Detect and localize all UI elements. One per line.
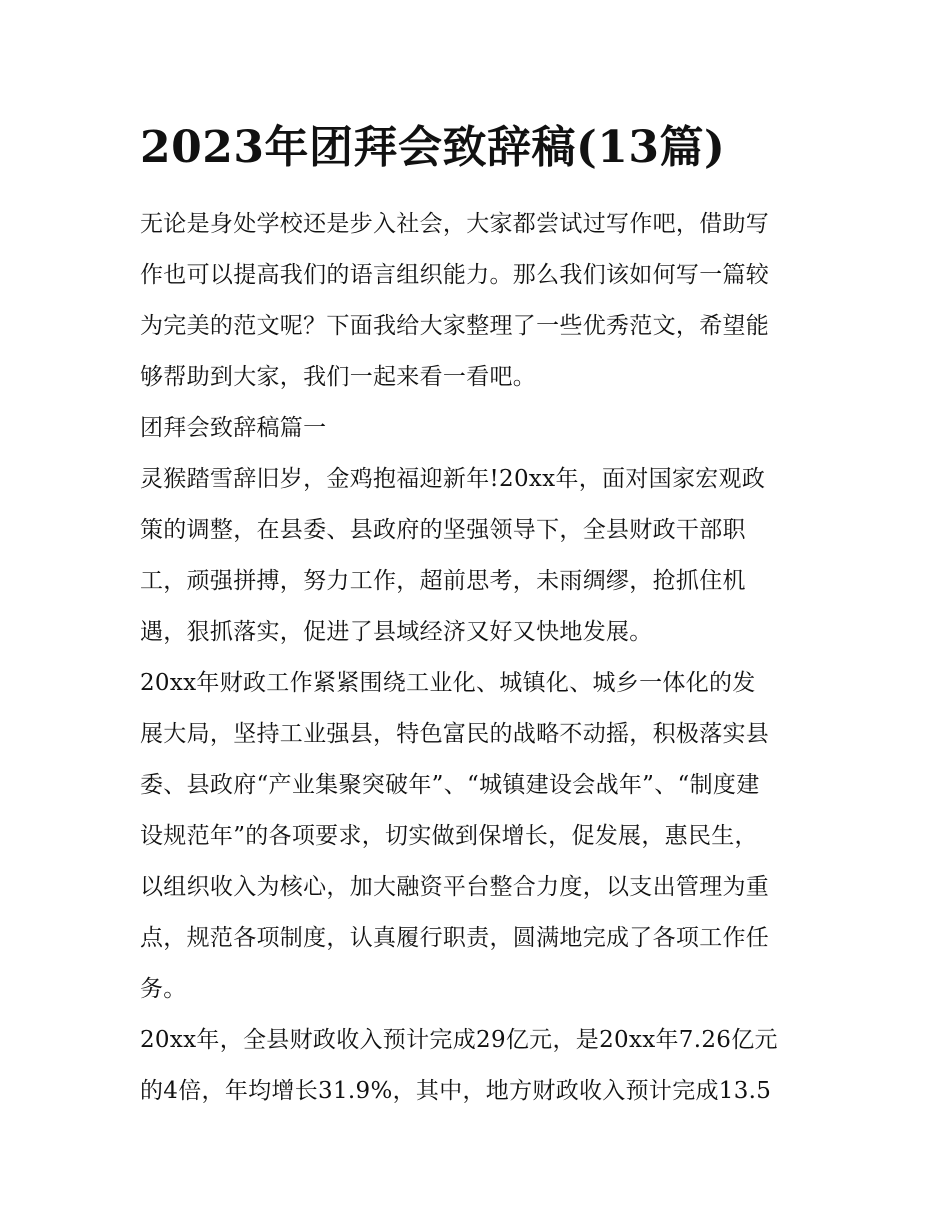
body-line: 20xx年，全县财政收入预计完成29亿元，是20xx年7.26亿元 [140, 1027, 778, 1053]
body-line: 遇，狠抓落实，促进了县域经济又好又快地发展。 [140, 619, 653, 645]
body-line: 委、县政府“产业集聚突破年”、“城镇建设会战年”、“制度建 [140, 772, 760, 798]
body-line: 点，规范各项制度，认真履行职责，圆满地完成了各项工作任 [140, 925, 770, 951]
body-line: 设规范年”的各项要求，切实做到保增长，促发展，惠民生， [140, 823, 758, 849]
body-line: 为完美的范文呢？下面我给大家整理了一些优秀范文，希望能 [140, 313, 770, 339]
body-line: 的4倍，年均增长31.9%，其中，地方财政收入预计完成13.5 [140, 1078, 772, 1104]
body-line: 展大局，坚持工业强县，特色富民的战略不动摇，积极落实县 [140, 721, 770, 747]
body-line: 工，顽强拼搏，努力工作，超前思考，未雨绸缪，抢抓住机 [140, 568, 746, 594]
body-line: 无论是身处学校还是步入社会，大家都尝试过写作吧，借助写 [140, 211, 770, 237]
body-line: 够帮助到大家，我们一起来看一看吧。 [140, 364, 537, 390]
body-line: 策的调整，在县委、县政府的坚强领导下，全县财政干部职 [140, 517, 746, 543]
body-line: 以组织收入为核心，加大融资平台整合力度，以支出管理为重 [140, 874, 770, 900]
body-line: 务。 [140, 976, 187, 1002]
body-line: 20xx年财政工作紧紧围绕工业化、城镇化、城乡一体化的发 [140, 670, 756, 696]
document-title: 2023年团拜会致辞稿(13篇) [140, 122, 726, 173]
body-line: 灵猴踏雪辞旧岁，金鸡抱福迎新年!20xx年，面对国家宏观政 [140, 466, 766, 492]
section-heading: 团拜会致辞稿篇一 [140, 415, 327, 441]
body-line: 作也可以提高我们的语言组织能力。那么我们该如何写一篇较 [140, 262, 770, 288]
document-body [140, 199, 820, 1117]
